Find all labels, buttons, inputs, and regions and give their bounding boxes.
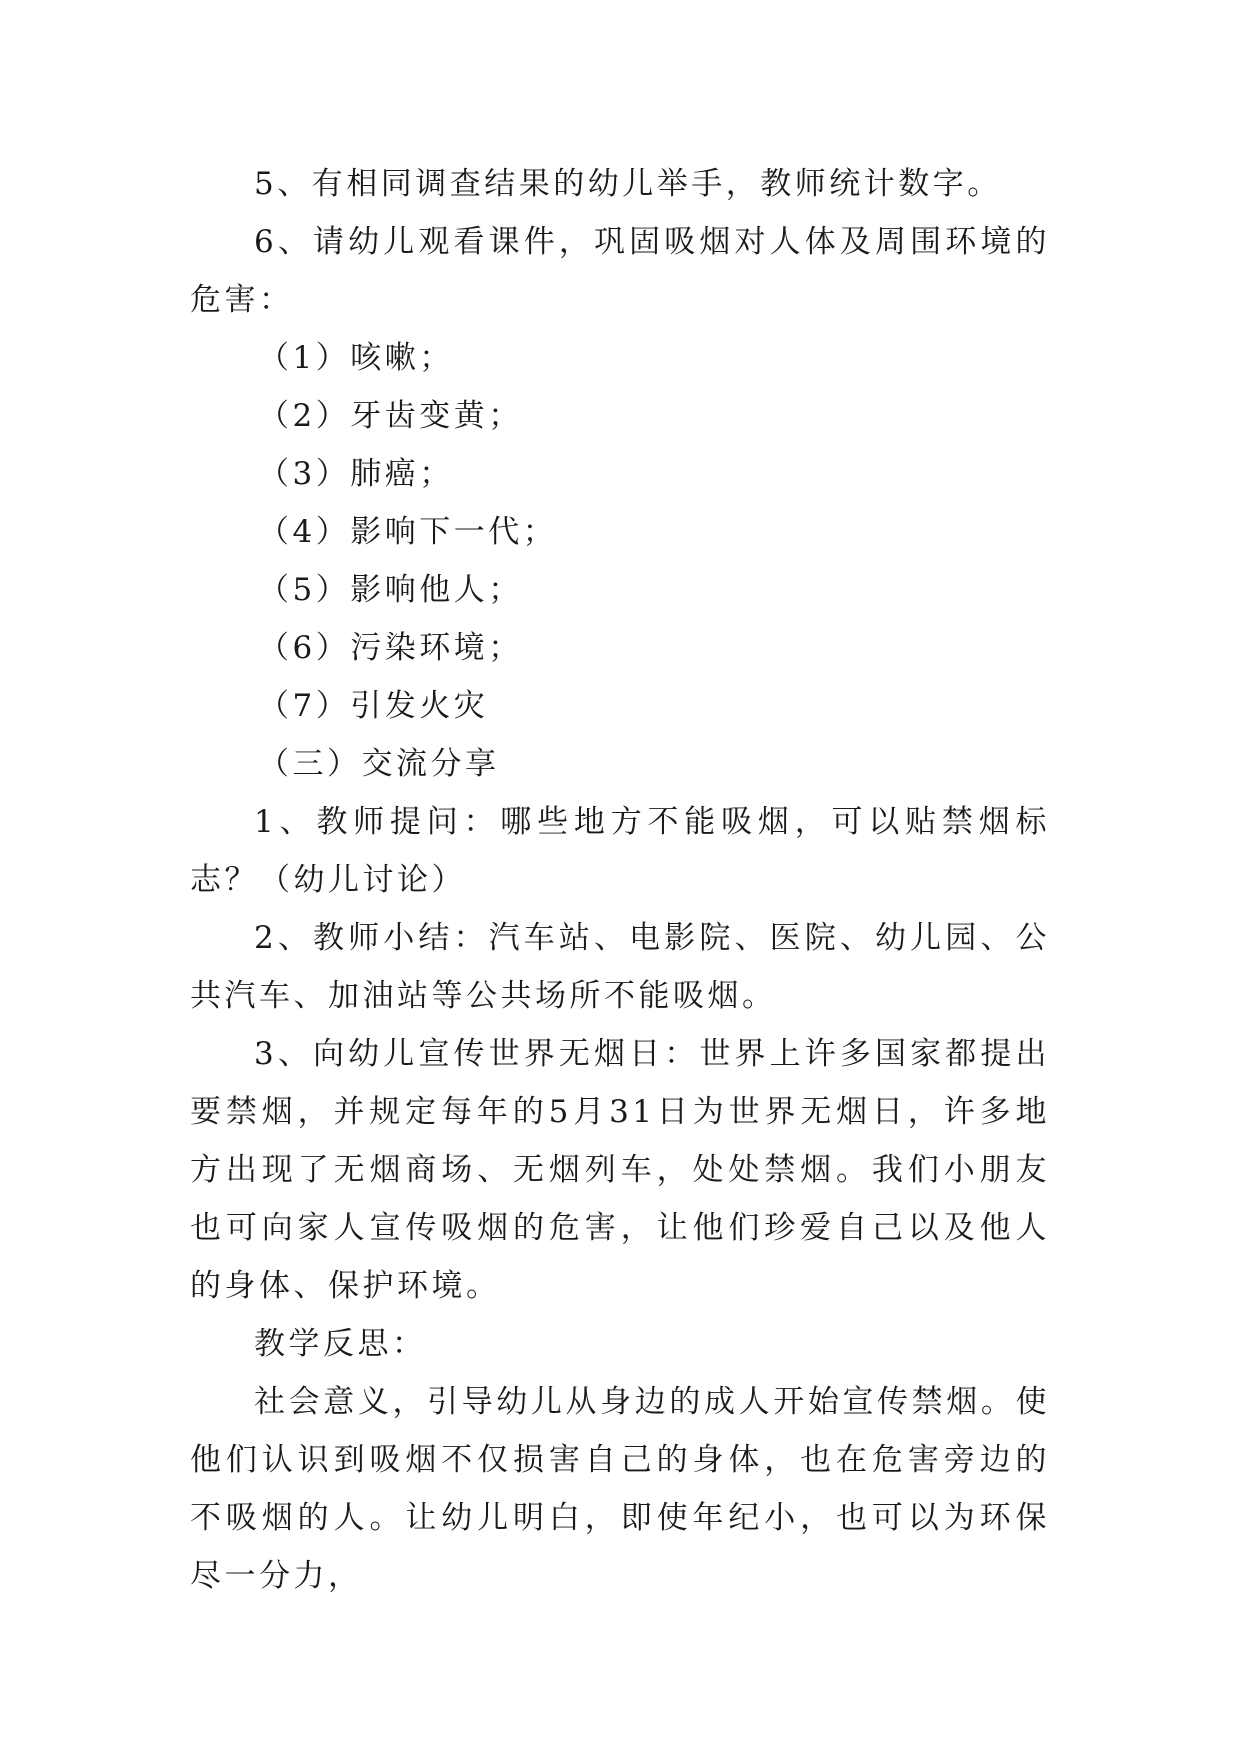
harm-list-item: （5）影响他人；: [258, 572, 523, 608]
paragraph-share-question: 1、教师提问：哪些地方不能吸烟，可以贴禁烟标志？（幼儿讨论）: [190, 804, 1050, 898]
document-body: [190, 155, 1050, 1605]
harm-list-item: （1）咳嗽；: [258, 340, 454, 376]
harm-list-item: （4）影响下一代；: [258, 514, 558, 550]
paragraph-step-6: 6、请幼儿观看课件，巩固吸烟对人体及周围环境的危害：: [190, 224, 1050, 318]
paragraph-step-5: 5、有相同调查结果的幼儿举手，教师统计数字。: [254, 166, 1002, 202]
paragraph-no-smoking-day: 3、向幼儿宣传世界无烟日：世界上许多国家都提出要禁烟，并规定每年的5月31日为世界无烟日，许多地方出现了无烟商场、无烟列车，处处禁烟。我们小朋友也可向家人宣传吸烟的危害，让他们珍爱自己以及他人的身体、保护环境。: [190, 1036, 1050, 1304]
reflection-title: 教学反思：: [254, 1326, 427, 1362]
section-title-share: （三）交流分享: [258, 746, 500, 782]
harm-list-item: （6）污染环境；: [258, 630, 523, 666]
harm-list-item: （2）牙齿变黄；: [258, 398, 523, 434]
harm-list-item: （3）肺癌；: [258, 456, 454, 492]
harm-list-item: （7）引发火灾: [258, 688, 489, 724]
reflection-paragraph: 社会意义，引导幼儿从身边的成人开始宣传禁烟。使他们认识到吸烟不仅损害自己的身体，也在危害旁边的不吸烟的人。让幼儿明白，即使年纪小，也可以为环保尽一分力，: [190, 1384, 1050, 1594]
paragraph-share-summary: 2、教师小结：汽车站、电影院、医院、幼儿园、公共汽车、加油站等公共场所不能吸烟。: [190, 920, 1050, 1014]
